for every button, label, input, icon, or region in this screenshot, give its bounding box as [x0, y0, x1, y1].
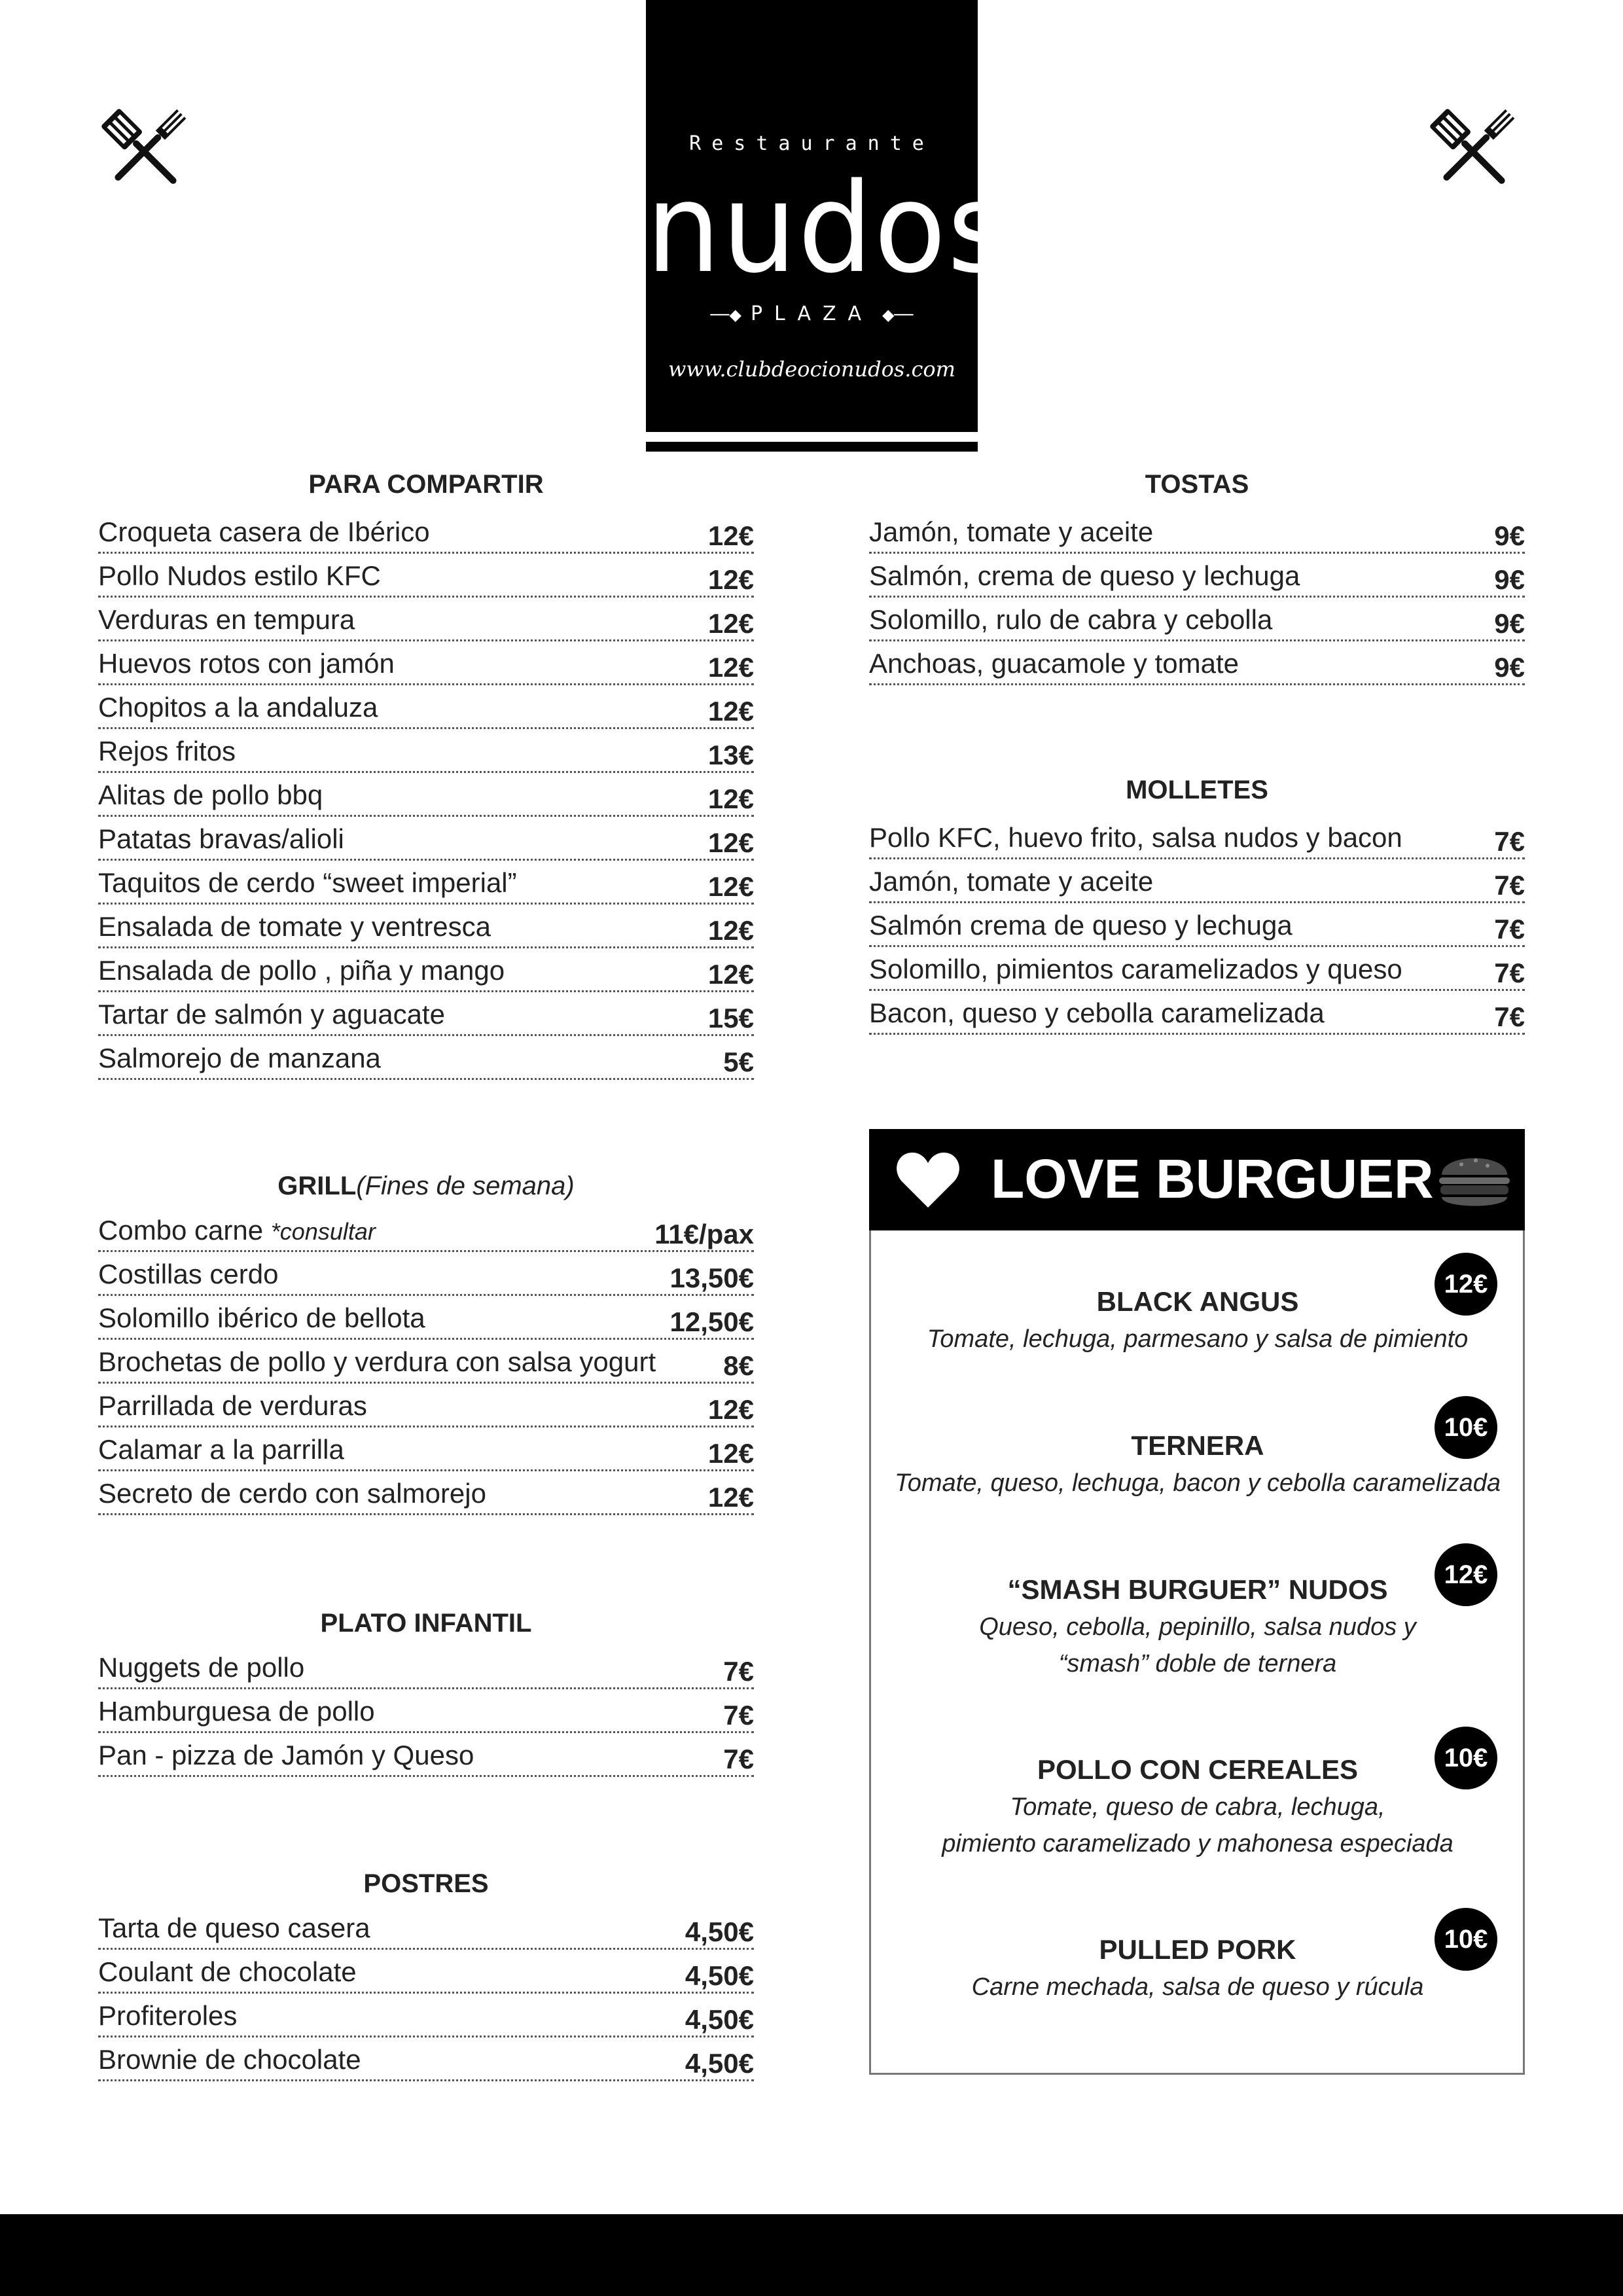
menu-item-name: Verduras en tempura	[98, 604, 355, 635]
menu-item-name: Taquitos de cerdo “sweet imperial”	[98, 867, 517, 898]
menu-item	[98, 601, 754, 641]
menu-item	[98, 2041, 754, 2081]
menu-item-price: 13,50€	[669, 1263, 754, 1293]
burger-description: Carne mechada, salsa de queso y rúcula	[971, 1973, 1424, 2001]
menu-item	[98, 733, 754, 773]
price-badge: 12€	[1435, 1543, 1497, 1606]
menu-item-price: 7€	[1494, 914, 1525, 944]
love-burguer-title: LOVE BURGUER	[991, 1148, 1434, 1210]
menu-item-price: 12€	[707, 783, 754, 814]
menu-item	[869, 514, 1525, 554]
menu-item	[98, 1954, 754, 1994]
menu-item-name: Costillas cerdo	[98, 1259, 279, 1289]
menu-item-name-text: Combo carne	[98, 1215, 264, 1246]
menu-item-name: Solomillo, pimientos caramelizados y queso	[869, 954, 1402, 984]
menu-item-name: Nuggets de pollo	[98, 1652, 305, 1683]
grill-title: GRILL	[277, 1172, 357, 1200]
menu-item	[869, 819, 1525, 859]
grill-subtitle: (Fines de semana)	[356, 1172, 575, 1200]
heart-icon	[895, 1150, 961, 1210]
website-link[interactable]: www.clubdeocionudos.com	[668, 357, 955, 382]
burger-description: Queso, cebolla, pepinillo, salsa nudos y	[979, 1613, 1416, 1641]
menu-item	[98, 689, 754, 729]
menu-item-price: 4,50€	[685, 2048, 754, 2079]
menu-item-price: 7€	[723, 1700, 754, 1731]
menu-item-name: Huevos rotos con jamón	[98, 648, 395, 679]
menu-item	[869, 601, 1525, 641]
menu-item	[869, 995, 1525, 1035]
menu-item-name: Alitas de pollo bbq	[98, 780, 323, 810]
burger-name: TERNERA	[1131, 1430, 1264, 1461]
menu-item-price: 12€	[707, 827, 754, 858]
menu-item	[98, 1649, 754, 1689]
menu-item	[98, 952, 754, 992]
menu-item	[98, 1388, 754, 1427]
menu-item-price: 12,50€	[669, 1306, 754, 1337]
menu-item	[98, 908, 754, 948]
menu-item	[98, 1910, 754, 1950]
menu-item-name: Salmón, crema de queso y lechuga	[869, 560, 1300, 591]
menu-item-name: Jamón, tomate y aceite	[869, 866, 1154, 897]
menu-item	[98, 821, 754, 861]
menu-item-price: 12€	[707, 696, 754, 726]
menu-item-name: Salmorejo de manzana	[98, 1043, 381, 1073]
menu-item-price: 12€	[707, 564, 754, 595]
burger-name: BLACK ANGUS	[1096, 1286, 1299, 1317]
spatula-fork-icon	[98, 98, 196, 196]
menu-item	[869, 558, 1525, 598]
menu-item-price: 12€	[707, 652, 754, 683]
menu-item-name: Brochetas de pollo y verdura con salsa yogurt	[98, 1346, 656, 1377]
menu-item-name	[98, 1212, 376, 1250]
menu-item-name: Pan - pizza de Jamón y Queso	[98, 1740, 474, 1770]
menu-item-price: 9€	[1494, 608, 1525, 639]
menu-item-price: 12€	[707, 959, 754, 990]
menu-item	[98, 558, 754, 598]
menu-item-note: *consultar	[270, 1218, 376, 1245]
menu-item	[98, 1344, 754, 1384]
burger-description: Tomate, lechuga, parmesano y salsa de pimiento	[927, 1325, 1469, 1353]
restaurant-logo	[646, 0, 1010, 432]
menu-item	[98, 1040, 754, 1080]
menu-item-name: Bacon, queso y cebolla caramelizada	[869, 997, 1325, 1028]
menu-item-name: Parrillada de verduras	[98, 1390, 367, 1421]
menu-item-name: Ensalada de pollo , piña y mango	[98, 955, 505, 986]
menu-item	[869, 863, 1525, 903]
menu-item-name: Anchoas, guacamole y tomate	[869, 648, 1239, 679]
menu-item	[98, 865, 754, 905]
burger-description: Tomate, queso de cabra, lechuga,	[1010, 1793, 1385, 1821]
menu-item-price: 9€	[1494, 564, 1525, 595]
section-title-grill	[98, 1172, 754, 1201]
menu-item-price: 9€	[1494, 520, 1525, 551]
menu-item-name: Solomillo, rulo de cabra y cebolla	[869, 604, 1273, 635]
menu-item-price: 12€	[707, 915, 754, 946]
menu-item	[98, 1475, 754, 1515]
menu-item	[98, 645, 754, 685]
burger-name: PULLED PORK	[1099, 1934, 1296, 1965]
price-badge: 10€	[1435, 1908, 1497, 1971]
menu-item-name: Hamburguesa de pollo	[98, 1696, 375, 1727]
menu-item-price: 12€	[707, 520, 754, 551]
burger-description: “smash” doble de ternera	[1058, 1650, 1337, 1677]
menu-item	[98, 1737, 754, 1777]
burger-description: Tomate, queso, lechuga, bacon y cebolla caramelizada	[895, 1469, 1501, 1497]
menu-item-name: Tartar de salmón y aguacate	[98, 999, 445, 1030]
menu-item	[98, 1212, 754, 1252]
menu-item-price: 12€	[707, 1482, 754, 1513]
menu-item-name: Croqueta casera de Ibérico	[98, 516, 430, 547]
logo-restaurante-text: Restaurante	[689, 132, 935, 155]
burger-description: pimiento caramelizado y mahonesa especiada	[942, 1830, 1454, 1857]
menu-item-price: 7€	[1494, 870, 1525, 901]
burger-name: “SMASH BURGUER” NUDOS	[1007, 1574, 1388, 1605]
menu-item	[98, 1300, 754, 1340]
menu-item-name: Salmón crema de queso y lechuga	[869, 910, 1293, 941]
love-burguer-header	[869, 1129, 1525, 1230]
menu-item-price: 12€	[707, 1394, 754, 1425]
menu-item	[98, 1256, 754, 1296]
menu-item-price: 11€/pax	[654, 1219, 754, 1249]
menu-item-name: Coulant de chocolate	[98, 1956, 357, 1987]
menu-item-price: 7€	[1494, 826, 1525, 857]
section-title-postres: POSTRES	[363, 1869, 489, 1898]
menu-item-name: Chopitos a la andaluza	[98, 692, 378, 723]
menu-item-price: 4,50€	[685, 1916, 754, 1947]
menu-item-price: 12€	[707, 608, 754, 639]
price-badge: 10€	[1435, 1396, 1497, 1459]
section-title-para-compartir: PARA COMPARTIR	[308, 470, 544, 499]
section-title-plato-infantil: PLATO INFANTIL	[320, 1609, 532, 1638]
price-badge: 12€	[1435, 1253, 1497, 1316]
menu-item-name: Tarta de queso casera	[98, 1912, 370, 1943]
burger-icon	[1435, 1143, 1514, 1217]
menu-item	[98, 1431, 754, 1471]
menu-item-price: 4,50€	[685, 2004, 754, 2035]
menu-item-name: Profiteroles	[98, 2000, 238, 2031]
footer-bar	[0, 2214, 1623, 2296]
menu-item-price: 7€	[723, 1744, 754, 1774]
menu-item-price: 7€	[1494, 1001, 1525, 1032]
menu-item-name: Ensalada de tomate y ventresca	[98, 911, 491, 942]
menu-item-price: 4,50€	[685, 1960, 754, 1991]
menu-item-name: Pollo KFC, huevo frito, salsa nudos y bacon	[869, 822, 1402, 853]
spatula-fork-icon	[1427, 98, 1525, 196]
price-badge: 10€	[1435, 1727, 1497, 1789]
menu-item-name: Jamón, tomate y aceite	[869, 516, 1154, 547]
menu-item-price: 7€	[1494, 958, 1525, 988]
menu-item	[98, 1693, 754, 1733]
menu-item-price: 8€	[723, 1350, 754, 1381]
menu-item	[98, 514, 754, 554]
menu-item	[869, 951, 1525, 991]
menu-item-name: Brownie de chocolate	[98, 2044, 361, 2075]
logo-name: nudos	[646, 156, 1010, 301]
menu-item-price: 9€	[1494, 652, 1525, 683]
menu-item-name: Rejos fritos	[98, 736, 236, 766]
menu-item-name: Solomillo ibérico de bellota	[98, 1302, 425, 1333]
menu-item	[98, 777, 754, 817]
logo-underline	[646, 442, 978, 452]
menu-item-price: 12€	[707, 1438, 754, 1469]
menu-item-name: Secreto de cerdo con salmorejo	[98, 1478, 486, 1509]
section-title-molletes: MOLLETES	[1126, 776, 1268, 804]
section-title-tostas: TOSTAS	[1145, 470, 1249, 499]
menu-item	[869, 907, 1525, 947]
menu-item-price: 7€	[723, 1656, 754, 1687]
menu-item-name: Pollo Nudos estilo KFC	[98, 560, 381, 591]
menu-item	[98, 996, 754, 1036]
menu-item-price: 13€	[707, 740, 754, 770]
menu-item-price: 5€	[723, 1047, 754, 1077]
menu-item-price: 15€	[707, 1003, 754, 1033]
menu-item	[98, 1998, 754, 2037]
menu-item-price: 12€	[707, 871, 754, 902]
logo-plaza-text: ──◆ PLAZA ◆──	[646, 302, 978, 325]
menu-item-name: Patatas bravas/alioli	[98, 823, 344, 854]
menu-item-name: Calamar a la parrilla	[98, 1434, 344, 1465]
burger-name: POLLO CON CEREALES	[1037, 1754, 1359, 1785]
menu-item	[869, 645, 1525, 685]
